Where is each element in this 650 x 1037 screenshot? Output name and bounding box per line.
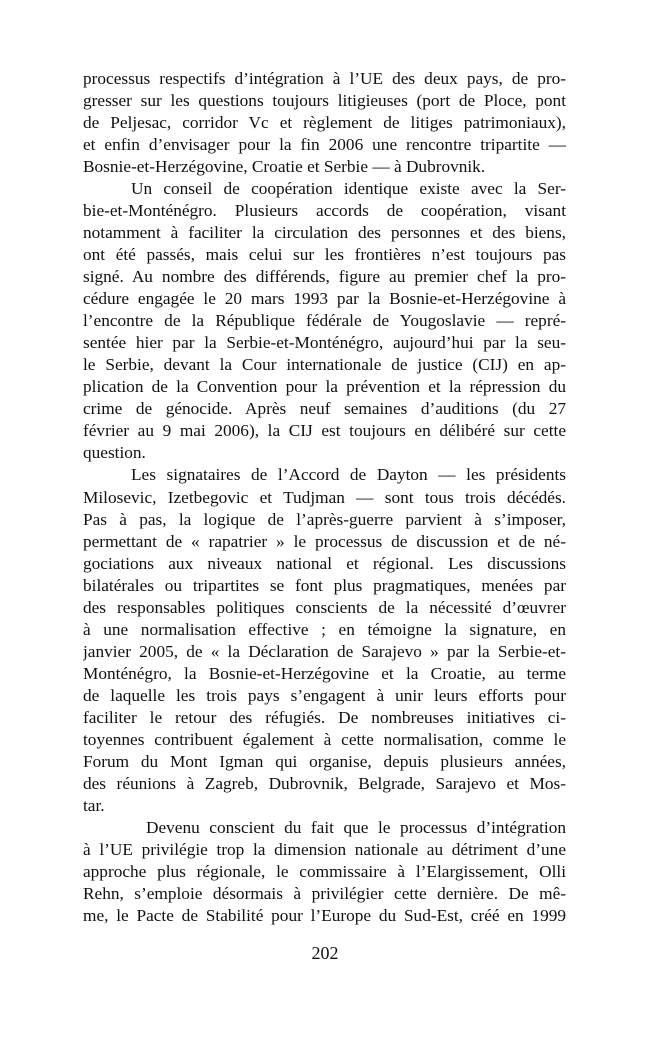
text-line: Bosnie-et-Herzégovine, Croatie et Serbie — à Dubrovnik. [83,157,486,176]
text-line: Un conseil de coopération identique existe avec la Ser- [131,179,566,198]
text-line: de Peljesac, corridor Vc et règlement de litiges patrimoniaux), [83,113,566,132]
text-line: permettant de « rapatrier » le processus de discussion et de né- [83,532,566,551]
text-line: gociations aux niveaux national et régional. Les discussions [83,554,566,573]
text-line: l’encontre de la République fédérale de Yougoslavie — repré- [83,311,566,330]
text-line: sentée hier par la Serbie-et-Monténégro, aujourd’hui par la seu- [83,333,566,352]
text-line: Pas à pas, la logique de l’après-guerre parvient à s’imposer, [83,510,566,529]
text-line: me, le Pacte de Stabilité pour l’Europe du Sud-Est, créé en 1999 [83,906,566,925]
text-line: processus respectifs d’intégration à l’UE des deux pays, de pro- [83,69,566,88]
text-line: question. [83,443,146,462]
text-line: Rehn, s’emploie désormais à privilégier cette dernière. De mê- [83,884,566,903]
text-line: bie-et-Monténégro. Plusieurs accords de coopération, visant [83,201,566,220]
text-line: Les signataires de l’Accord de Dayton — les présidents [131,465,566,484]
text-line: janvier 2005, de « la Déclaration de Sarajevo » par la Serbie-et- [83,642,566,661]
text-line: et enfin d’envisager pour la fin 2006 une rencontre tripartite — [83,135,566,154]
text-line: Milosevic, Izetbegovic et Tudjman — sont tous trois décédés. [83,488,566,507]
text-line: tar. [83,796,105,815]
text-line: cédure engagée le 20 mars 1993 par la Bosnie-et-Herzégovine à [83,289,566,308]
text-line: Forum du Mont Igman qui organise, depuis plusieurs années, [83,752,566,771]
text-line: bilatérales ou tripartites se font plus pragmatiques, menées par [83,576,566,595]
text-line: des responsables politiques conscients de la nécessité d’œuvrer [83,598,566,617]
page-number: 202 [311,943,339,963]
text-line: des réunions à Zagreb, Dubrovnik, Belgrade, Sarajevo et Mos- [83,774,566,793]
text-line: plication de la Convention pour la prévention et la répression du [83,377,566,396]
text-line: à l’UE privilégie trop la dimension nationale au détriment d’une [83,840,566,859]
text-line: de laquelle les trois pays s’engagent à unir leurs efforts pour [83,686,566,705]
text-line: ont été passés, mais celui sur les frontières n’est toujours pas [83,245,566,264]
text-line: approche plus régionale, le commissaire à l’Elargissement, Olli [83,862,566,881]
text-line: Devenu conscient du fait que le processus d’intégration [146,818,566,837]
text-line: à une normalisation effective ; en témoigne la signature, en [83,620,566,639]
text-line: toyennes contribuent également à cette normalisation, comme le [83,730,566,749]
text-line: notamment à faciliter la circulation des personnes et des biens, [83,223,566,242]
text-line: février au 9 mai 2006), la CIJ est toujours en délibéré sur cette [83,421,566,440]
text-line: gresser sur les questions toujours litigieuses (port de Ploce, pont [83,91,566,110]
text-line: signé. Au nombre des différends, figure au premier chef la pro- [83,267,566,286]
text-line: Monténégro, la Bosnie-et-Herzégovine et la Croatie, au terme [83,664,566,683]
text-line: crime de génocide. Après neuf semaines d’auditions (du 27 [83,399,566,418]
text-line: le Serbie, devant la Cour internationale de justice (CIJ) en ap- [83,355,566,374]
text-line: faciliter le retour des réfugiés. De nombreuses initiatives ci- [83,708,566,727]
